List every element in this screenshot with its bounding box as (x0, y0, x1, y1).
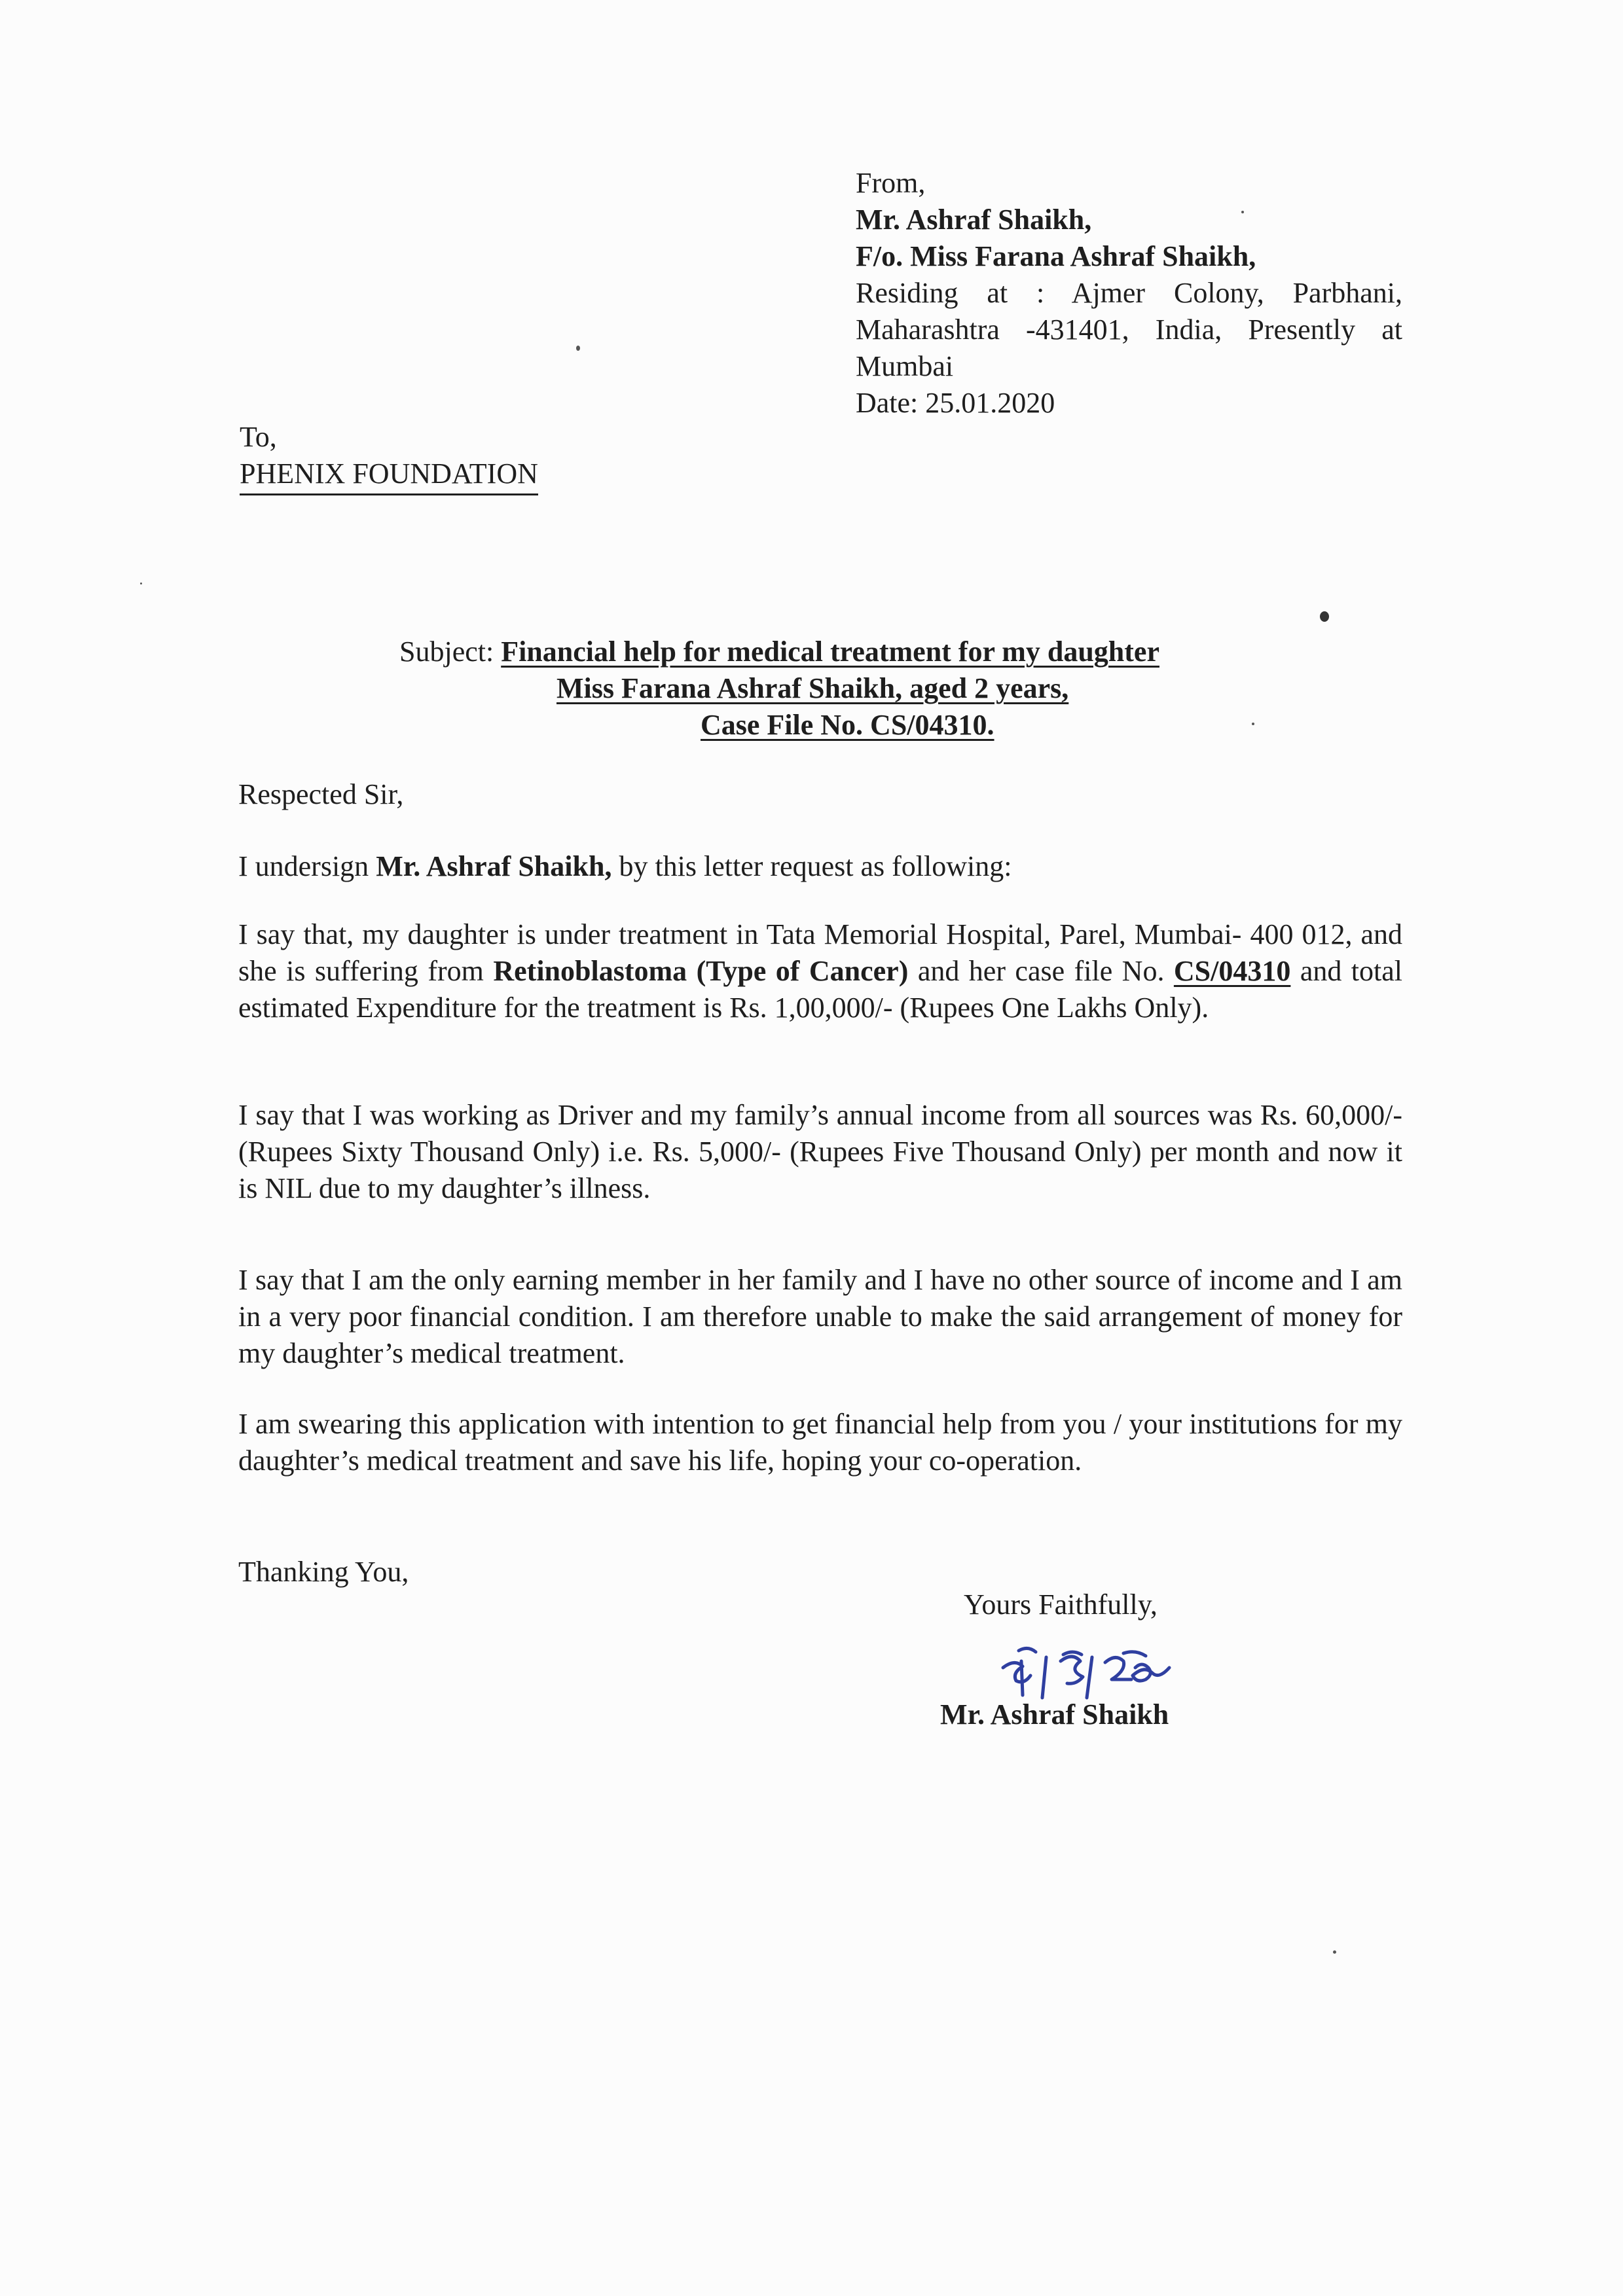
paragraph-request: I am swearing this application with intention to get financial help from you / your institutions for my daughter’s medical treatment and save his life, hoping your co-operation. (238, 1408, 1402, 1477)
sender-address-line1: Residing at : Ajmer Colony, Parbhani, (856, 277, 1402, 309)
subject-block (399, 634, 1250, 744)
subject-line3: Case File No. CS/04310. (701, 709, 994, 741)
sender-address-line3: Mumbai (856, 350, 954, 382)
paragraph-condition: I say that I am the only earning member in her family and I have no other source of income and I am in a very poor financial condition. I am therefore unable to make the said arrangement of money for my daughter’s medical treatment. (238, 1264, 1402, 1369)
sender-address-line2: Maharashtra -431401, India, Presently at (856, 314, 1402, 346)
paragraph-treatment (238, 916, 1402, 1026)
intro-pre: I undersign (238, 850, 376, 882)
scan-speck (576, 346, 580, 351)
diagnosis: Retinoblastoma (Type of Cancer) (493, 955, 909, 987)
from-label: From, (856, 167, 926, 199)
sender-relation: F/o. Miss Farana Ashraf Shaikh, (856, 240, 1256, 272)
sender-block (856, 165, 1402, 422)
intro-name: Mr. Ashraf Shaikh, (376, 850, 612, 882)
subject-line2: Miss Farana Ashraf Shaikh, aged 2 years, (556, 672, 1069, 704)
scan-speck (140, 583, 142, 584)
para1-text1: I say that, my daughter is under treatment in Tata Memorial Hospital, Parel, Mumbai- 400 012, and she is suffering from (238, 918, 1402, 987)
thanks-line: Thanking You, (238, 1556, 409, 1588)
recipient-name: PHENIX FOUNDATION (240, 456, 538, 495)
scan-speck (1252, 723, 1254, 725)
letter-date: Date: 25.01.2020 (856, 387, 1055, 419)
para1-text3: and total estimated Expenditure for the treatment is Rs. 1,00,000/- (Rupees One Lakhs Only). (238, 955, 1403, 1024)
signatory-name: Mr. Ashraf Shaikh (940, 1698, 1169, 1731)
closing-line: Yours Faithfully, (964, 1588, 1158, 1621)
intro-paragraph (238, 848, 1402, 885)
scan-speck (1333, 1950, 1336, 1954)
salutation: Respected Sir, (238, 778, 404, 810)
intro-post: by this letter request as following: (611, 850, 1012, 882)
para1-text2: and her case file No. (908, 955, 1174, 987)
subject-line1: Financial help for medical treatment for my daughter (501, 636, 1159, 668)
case-number: CS/04310 (1173, 955, 1291, 987)
scan-speck (1320, 611, 1329, 622)
handwritten-signature (995, 1641, 1192, 1700)
scan-speck (1241, 211, 1244, 213)
recipient-block (240, 419, 538, 495)
paragraph-income: I say that I was working as Driver and my family’s annual income from all sources was Rs. 60,000/- (Rupees Sixty Thousand Only) i.e. Rs. 5,000/- (Rupees Five Thousand Only) per month and now it is NIL due to my daughter’s illness. (238, 1099, 1402, 1204)
subject-label: Subject: (399, 636, 494, 668)
sender-name: Mr. Ashraf Shaikh, (856, 204, 1092, 236)
to-label: To, (240, 421, 277, 453)
